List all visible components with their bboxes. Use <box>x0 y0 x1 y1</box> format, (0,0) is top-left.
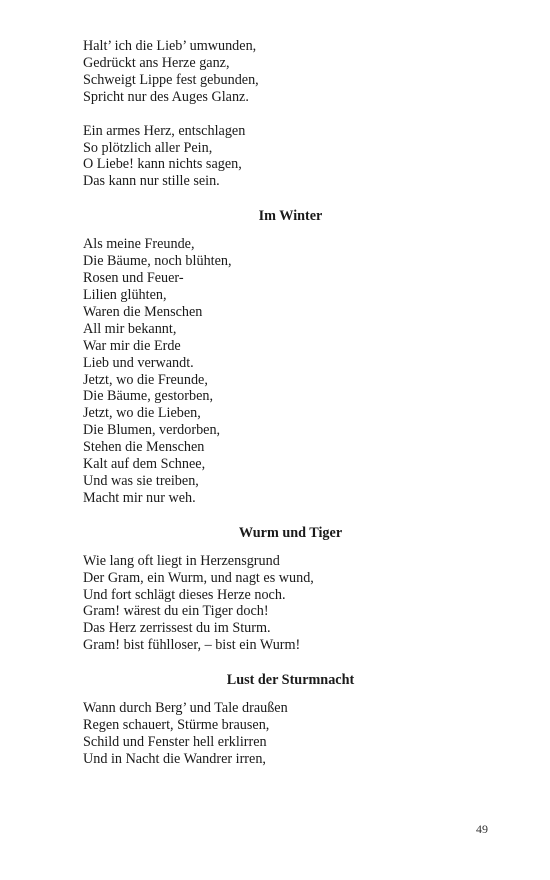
poem-title: Lust der Sturmnacht <box>226 672 355 689</box>
poem-title: Wurm und Tiger <box>238 524 343 541</box>
verse-line: Als meine Freunde, <box>83 236 195 253</box>
verse-line: Kalt auf dem Schnee, <box>83 456 206 473</box>
verse-line: Gedrückt ans Herze ganz, <box>83 54 230 71</box>
verse-line: Das kann nur stille sein. <box>83 173 220 190</box>
verse-line: Jetzt, wo die Lieben, <box>83 405 201 422</box>
verse-line: Gram! bist fühlloser, – bist ein Wurm! <box>83 637 301 654</box>
verse-line: Jetzt, wo die Freunde, <box>83 371 208 388</box>
verse-line: Macht mir nur weh. <box>83 489 196 506</box>
verse-line: Das Herz zerrissest du im Sturm. <box>83 620 271 637</box>
page-number: 49 <box>476 822 488 836</box>
verse-line: Spricht nur des Auges Glanz. <box>83 88 249 105</box>
verse-line: Schild und Fenster hell erklirren <box>83 734 267 750</box>
verse-line: Lieb und verwandt. <box>83 354 194 371</box>
poem <box>83 507 493 654</box>
verse-line: O Liebe! kann nichts sagen, <box>83 156 242 173</box>
verse-line: Und was sie treiben, <box>83 472 199 489</box>
page-body <box>83 38 493 768</box>
verse-line: So plötzlich aller Pein, <box>83 139 213 156</box>
verse-line: Ein armes Herz, entschlagen <box>83 122 246 139</box>
stanza <box>83 123 493 191</box>
poem <box>83 190 493 507</box>
verse-line: Die Bäume, gestorben, <box>83 388 214 405</box>
verse-line: Schweigt Lippe fest gebunden, <box>83 71 259 88</box>
poem-title: Im Winter <box>258 208 323 225</box>
verse-line: Lilien glühten, <box>83 286 167 303</box>
verse-line: Rosen und Feuer- <box>83 270 184 287</box>
verse-line: Stehen die Menschen <box>83 439 205 456</box>
stanza <box>83 38 493 106</box>
stanza <box>83 700 493 768</box>
verse-line: Und fort schlägt dieses Herze noch. <box>83 586 286 603</box>
poem <box>83 654 493 768</box>
verse-line: Und in Nacht die Wandrer irren, <box>83 750 266 767</box>
poem <box>83 38 493 190</box>
verse-line: Gram! wärest du ein Tiger doch! <box>83 603 269 620</box>
verse-line: Halt’ ich die Lieb’ umwunden, <box>83 38 257 54</box>
verse-line: Der Gram, ein Wurm, und nagt es wund, <box>83 569 314 586</box>
verse-line: Regen schauert, Stürme brausen, <box>83 717 270 734</box>
verse-line: Wie lang oft liegt in Herzensgrund <box>83 552 280 569</box>
verse-line: All mir bekannt, <box>83 320 177 337</box>
verse-line: Wann durch Berg’ und Tale draußen <box>83 700 288 717</box>
verse-line: Waren die Menschen <box>83 303 203 320</box>
stanza <box>83 236 493 507</box>
stanza <box>83 553 493 654</box>
verse-line: Die Blumen, verdorben, <box>83 422 221 439</box>
verse-line: War mir die Erde <box>83 337 181 354</box>
verse-line: Die Bäume, noch blühten, <box>83 253 232 270</box>
